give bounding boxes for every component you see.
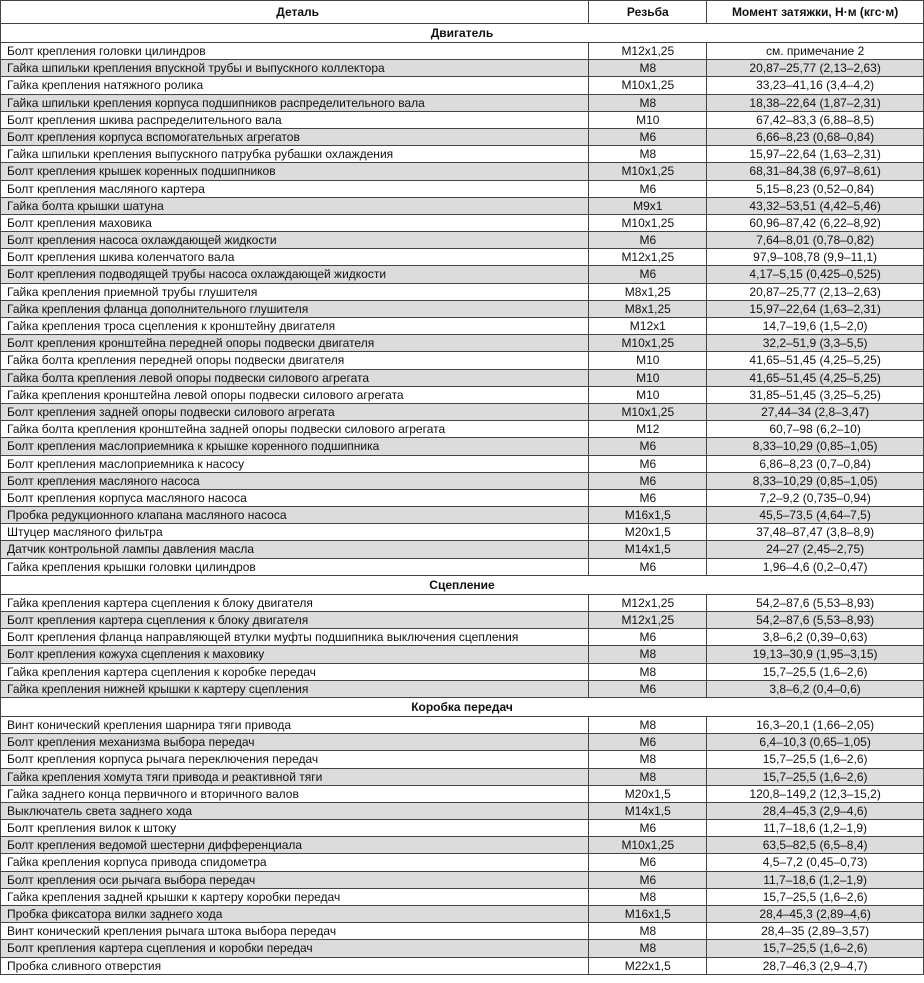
cell-part: Болт крепления задней опоры подвески силового агрегата: [1, 404, 589, 421]
cell-part: Болт крепления механизма выбора передач: [1, 734, 589, 751]
cell-torque: 6,86–8,23 (0,7–0,84): [707, 456, 924, 473]
table-row: [1, 456, 924, 473]
table-row: [1, 664, 924, 681]
cell-part: Болт крепления вилок к штоку: [1, 820, 589, 837]
table-row: [1, 249, 924, 266]
cell-torque: 120,8–149,2 (12,3–15,2): [707, 786, 924, 803]
cell-part: Гайка заднего конца первичного и вторичного валов: [1, 786, 589, 803]
cell-torque: 20,87–25,77 (2,13–2,63): [707, 60, 924, 77]
cell-part: Болт крепления маслоприемника к насосу: [1, 456, 589, 473]
cell-torque: 11,7–18,6 (1,2–1,9): [707, 872, 924, 889]
table-row: [1, 923, 924, 940]
cell-part: Гайка крепления корпуса привода спидометра: [1, 854, 589, 871]
cell-torque: 5,15–8,23 (0,52–0,84): [707, 181, 924, 198]
table-row: [1, 284, 924, 301]
cell-torque: 6,66–8,23 (0,68–0,84): [707, 129, 924, 146]
cell-torque: 63,5–82,5 (6,5–8,4): [707, 837, 924, 854]
cell-torque: 24–27 (2,45–2,75): [707, 541, 924, 558]
cell-thread: М8: [589, 940, 707, 957]
cell-thread: М6: [589, 181, 707, 198]
table-row: [1, 629, 924, 646]
cell-torque: 7,64–8,01 (0,78–0,82): [707, 232, 924, 249]
cell-thread: М8: [589, 717, 707, 734]
cell-part: Пробка фиксатора вилки заднего хода: [1, 906, 589, 923]
cell-thread: М6: [589, 232, 707, 249]
cell-thread: М10х1,25: [589, 404, 707, 421]
table-row: [1, 541, 924, 558]
cell-part: Гайка крепления приемной трубы глушителя: [1, 284, 589, 301]
cell-torque: 28,7–46,3 (2,9–4,7): [707, 958, 924, 975]
cell-part: Гайка болта крышки шатуна: [1, 198, 589, 215]
cell-part: Болт крепления шкива распределительного вала: [1, 112, 589, 129]
cell-thread: М16х1,5: [589, 906, 707, 923]
table-row: [1, 854, 924, 871]
cell-torque: 45,5–73,5 (4,64–7,5): [707, 507, 924, 524]
table-row: [1, 95, 924, 112]
table-body: [1, 24, 924, 975]
section-header: [1, 24, 924, 43]
cell-torque: 15,7–25,5 (1,6–2,6): [707, 940, 924, 957]
cell-part: Болт крепления маслоприемника к крышке коренного подшипника: [1, 438, 589, 455]
cell-thread: М8х1,25: [589, 301, 707, 318]
cell-thread: М6: [589, 490, 707, 507]
table-row: [1, 769, 924, 786]
section-header: [1, 576, 924, 595]
cell-part: Гайка болта крепления левой опоры подвески силового агрегата: [1, 370, 589, 387]
cell-thread: М14х1,5: [589, 541, 707, 558]
cell-torque: 8,33–10,29 (0,85–1,05): [707, 438, 924, 455]
header-thread: Резьба: [589, 1, 707, 24]
cell-torque: 54,2–87,6 (5,53–8,93): [707, 595, 924, 612]
cell-part: Болт крепления кронштейна передней опоры подвески двигателя: [1, 335, 589, 352]
cell-thread: М6: [589, 473, 707, 490]
cell-thread: М12х1,25: [589, 612, 707, 629]
cell-thread: М6: [589, 438, 707, 455]
table-row: [1, 786, 924, 803]
cell-part: Болт крепления насоса охлаждающей жидкости: [1, 232, 589, 249]
cell-torque: 67,42–83,3 (6,88–8,5): [707, 112, 924, 129]
cell-part: Гайка крепления фланца дополнительного глушителя: [1, 301, 589, 318]
cell-part: Гайка болта крепления кронштейна задней опоры подвески силового агрегата: [1, 421, 589, 438]
cell-thread: М10х1,25: [589, 77, 707, 94]
table-row: [1, 507, 924, 524]
cell-thread: М10х1,25: [589, 837, 707, 854]
cell-thread: М16х1,5: [589, 507, 707, 524]
table-row: [1, 872, 924, 889]
table-row: [1, 595, 924, 612]
cell-part: Болт крепления головки цилиндров: [1, 43, 589, 60]
cell-part: Гайка крепления задней крышки к картеру коробки передач: [1, 889, 589, 906]
cell-part: Гайка крепления хомута тяги привода и реактивной тяги: [1, 769, 589, 786]
cell-thread: М8: [589, 769, 707, 786]
cell-torque: 41,65–51,45 (4,25–5,25): [707, 352, 924, 369]
cell-torque: 6,4–10,3 (0,65–1,05): [707, 734, 924, 751]
cell-thread: М8: [589, 923, 707, 940]
cell-thread: М12х1,25: [589, 595, 707, 612]
cell-part: Винт конический крепления рычага штока выбора передач: [1, 923, 589, 940]
cell-part: Гайка крепления картера сцепления к коробке передач: [1, 664, 589, 681]
table-row: [1, 198, 924, 215]
cell-part: Гайка крепления троса сцепления к кронштейну двигателя: [1, 318, 589, 335]
cell-torque: 15,7–25,5 (1,6–2,6): [707, 889, 924, 906]
cell-thread: М6: [589, 559, 707, 576]
cell-thread: М12: [589, 421, 707, 438]
cell-part: Болт крепления корпуса масляного насоса: [1, 490, 589, 507]
table-row: [1, 163, 924, 180]
table-row: [1, 717, 924, 734]
table-row: [1, 889, 924, 906]
table-row: [1, 803, 924, 820]
cell-part: Болт крепления масляного насоса: [1, 473, 589, 490]
cell-thread: М10: [589, 112, 707, 129]
table-row: [1, 146, 924, 163]
cell-torque: см. примечание 2: [707, 43, 924, 60]
cell-thread: М10х1,25: [589, 215, 707, 232]
table-row: [1, 906, 924, 923]
cell-part: Гайка крепления картера сцепления к блоку двигателя: [1, 595, 589, 612]
cell-thread: М14х1,5: [589, 803, 707, 820]
cell-torque: 28,4–45,3 (2,9–4,6): [707, 803, 924, 820]
cell-torque: 1,96–4,6 (0,2–0,47): [707, 559, 924, 576]
cell-part: Болт крепления кожуха сцепления к маховику: [1, 646, 589, 663]
cell-thread: М6: [589, 681, 707, 698]
cell-part: Датчик контрольной лампы давления масла: [1, 541, 589, 558]
cell-torque: 60,7–98 (6,2–10): [707, 421, 924, 438]
cell-thread: М10: [589, 352, 707, 369]
cell-thread: М8: [589, 95, 707, 112]
table-row: [1, 438, 924, 455]
cell-thread: М10: [589, 370, 707, 387]
cell-torque: 8,33–10,29 (0,85–1,05): [707, 473, 924, 490]
cell-torque: 68,31–84,38 (6,97–8,61): [707, 163, 924, 180]
cell-torque: 43,32–53,51 (4,42–5,46): [707, 198, 924, 215]
cell-thread: М12х1: [589, 318, 707, 335]
table-row: [1, 490, 924, 507]
table-row: [1, 524, 924, 541]
section-title: Двигатель: [1, 24, 924, 43]
cell-torque: 3,8–6,2 (0,39–0,63): [707, 629, 924, 646]
table-row: [1, 751, 924, 768]
cell-part: Гайка болта крепления передней опоры подвески двигателя: [1, 352, 589, 369]
cell-thread: М12х1,25: [589, 249, 707, 266]
table-row: [1, 352, 924, 369]
cell-torque: 20,87–25,77 (2,13–2,63): [707, 284, 924, 301]
cell-torque: 27,44–34 (2,8–3,47): [707, 404, 924, 421]
cell-thread: М10х1,25: [589, 163, 707, 180]
cell-torque: 4,5–7,2 (0,45–0,73): [707, 854, 924, 871]
table-row: [1, 181, 924, 198]
cell-part: Болт крепления корпуса рычага переключения передач: [1, 751, 589, 768]
section-header: [1, 698, 924, 717]
header-torque: Момент затяжки, Н·м (кгс·м): [707, 1, 924, 24]
cell-part: Гайка крепления натяжного ролика: [1, 77, 589, 94]
cell-part: Гайка крепления кронштейна левой опоры подвески силового агрегата: [1, 387, 589, 404]
table-row: [1, 734, 924, 751]
table-row: [1, 421, 924, 438]
cell-part: Болт крепления крышек коренных подшипников: [1, 163, 589, 180]
header-part: Деталь: [1, 1, 589, 24]
cell-thread: М6: [589, 734, 707, 751]
cell-part: Гайка крепления нижней крышки к картеру сцепления: [1, 681, 589, 698]
table-row: [1, 318, 924, 335]
cell-thread: М6: [589, 854, 707, 871]
cell-part: Винт конический крепления шарнира тяги привода: [1, 717, 589, 734]
cell-part: Гайка крепления крышки головки цилиндров: [1, 559, 589, 576]
cell-torque: 60,96–87,42 (6,22–8,92): [707, 215, 924, 232]
cell-thread: М8: [589, 146, 707, 163]
cell-torque: 97,9–108,78 (9,9–11,1): [707, 249, 924, 266]
cell-torque: 11,7–18,6 (1,2–1,9): [707, 820, 924, 837]
table-row: [1, 232, 924, 249]
cell-part: Болт крепления фланца направляющей втулки муфты подшипника выключения сцепления: [1, 629, 589, 646]
cell-torque: 15,7–25,5 (1,6–2,6): [707, 664, 924, 681]
cell-torque: 16,3–20,1 (1,66–2,05): [707, 717, 924, 734]
section-title: Сцепление: [1, 576, 924, 595]
cell-part: Болт крепления подводящей трубы насоса охлаждающей жидкости: [1, 266, 589, 283]
table-row: [1, 958, 924, 975]
table-row: [1, 129, 924, 146]
cell-part: Выключатель света заднего хода: [1, 803, 589, 820]
cell-thread: М6: [589, 456, 707, 473]
table-row: [1, 301, 924, 318]
cell-thread: М8х1,25: [589, 284, 707, 301]
cell-part: Пробка редукционного клапана масляного насоса: [1, 507, 589, 524]
cell-torque: 37,48–87,47 (3,8–8,9): [707, 524, 924, 541]
cell-torque: 41,65–51,45 (4,25–5,25): [707, 370, 924, 387]
table-row: [1, 387, 924, 404]
cell-thread: М8: [589, 60, 707, 77]
table-row: [1, 215, 924, 232]
cell-torque: 54,2–87,6 (5,53–8,93): [707, 612, 924, 629]
cell-thread: М8: [589, 664, 707, 681]
cell-thread: М8: [589, 646, 707, 663]
cell-thread: М10х1,25: [589, 335, 707, 352]
table-header: [1, 1, 924, 24]
cell-torque: 4,17–5,15 (0,425–0,525): [707, 266, 924, 283]
cell-thread: М6: [589, 872, 707, 889]
cell-part: Болт крепления масляного картера: [1, 181, 589, 198]
cell-part: Болт крепления ведомой шестерни дифференциала: [1, 837, 589, 854]
cell-torque: 7,2–9,2 (0,735–0,94): [707, 490, 924, 507]
cell-torque: 31,85–51,45 (3,25–5,25): [707, 387, 924, 404]
table-row: [1, 940, 924, 957]
cell-thread: М20х1,5: [589, 786, 707, 803]
cell-thread: М6: [589, 266, 707, 283]
cell-thread: М22х1,5: [589, 958, 707, 975]
cell-part: Пробка сливного отверстия: [1, 958, 589, 975]
cell-torque: 14,7–19,6 (1,5–2,0): [707, 318, 924, 335]
cell-torque: 15,7–25,5 (1,6–2,6): [707, 769, 924, 786]
table-row: [1, 266, 924, 283]
cell-thread: М6: [589, 129, 707, 146]
cell-torque: 15,97–22,64 (1,63–2,31): [707, 301, 924, 318]
table-row: [1, 43, 924, 60]
table-row: [1, 77, 924, 94]
table-row: [1, 612, 924, 629]
table-row: [1, 370, 924, 387]
cell-torque: 15,7–25,5 (1,6–2,6): [707, 751, 924, 768]
table-row: [1, 559, 924, 576]
cell-part: Болт крепления картера сцепления к блоку двигателя: [1, 612, 589, 629]
table-row: [1, 820, 924, 837]
cell-torque: 19,13–30,9 (1,95–3,15): [707, 646, 924, 663]
cell-thread: М8: [589, 889, 707, 906]
cell-thread: М8: [589, 751, 707, 768]
cell-torque: 32,2–51,9 (3,3–5,5): [707, 335, 924, 352]
table-row: [1, 404, 924, 421]
cell-part: Штуцер масляного фильтра: [1, 524, 589, 541]
cell-thread: М6: [589, 629, 707, 646]
cell-part: Гайка шпильки крепления выпускного патрубка рубашки охлаждения: [1, 146, 589, 163]
cell-torque: 3,8–6,2 (0,4–0,6): [707, 681, 924, 698]
cell-thread: М20х1,5: [589, 524, 707, 541]
table-row: [1, 335, 924, 352]
cell-thread: М6: [589, 820, 707, 837]
cell-torque: 28,4–45,3 (2,89–4,6): [707, 906, 924, 923]
section-title: Коробка передач: [1, 698, 924, 717]
table-row: [1, 60, 924, 77]
table-row: [1, 681, 924, 698]
cell-thread: М9х1: [589, 198, 707, 215]
cell-part: Гайка шпильки крепления впускной трубы и выпускного коллектора: [1, 60, 589, 77]
table-row: [1, 646, 924, 663]
table-row: [1, 112, 924, 129]
cell-part: Гайка шпильки крепления корпуса подшипников распределительного вала: [1, 95, 589, 112]
table-row: [1, 837, 924, 854]
cell-torque: 18,38–22,64 (1,87–2,31): [707, 95, 924, 112]
cell-torque: 15,97–22,64 (1,63–2,31): [707, 146, 924, 163]
cell-part: Болт крепления шкива коленчатого вала: [1, 249, 589, 266]
cell-torque: 28,4–35 (2,89–3,57): [707, 923, 924, 940]
cell-part: Болт крепления картера сцепления и коробки передач: [1, 940, 589, 957]
cell-torque: 33,23–41,16 (3,4–4,2): [707, 77, 924, 94]
cell-part: Болт крепления оси рычага выбора передач: [1, 872, 589, 889]
cell-part: Болт крепления маховика: [1, 215, 589, 232]
cell-thread: М10: [589, 387, 707, 404]
table-row: [1, 473, 924, 490]
cell-thread: М12х1,25: [589, 43, 707, 60]
cell-part: Болт крепления корпуса вспомогательных агрегатов: [1, 129, 589, 146]
